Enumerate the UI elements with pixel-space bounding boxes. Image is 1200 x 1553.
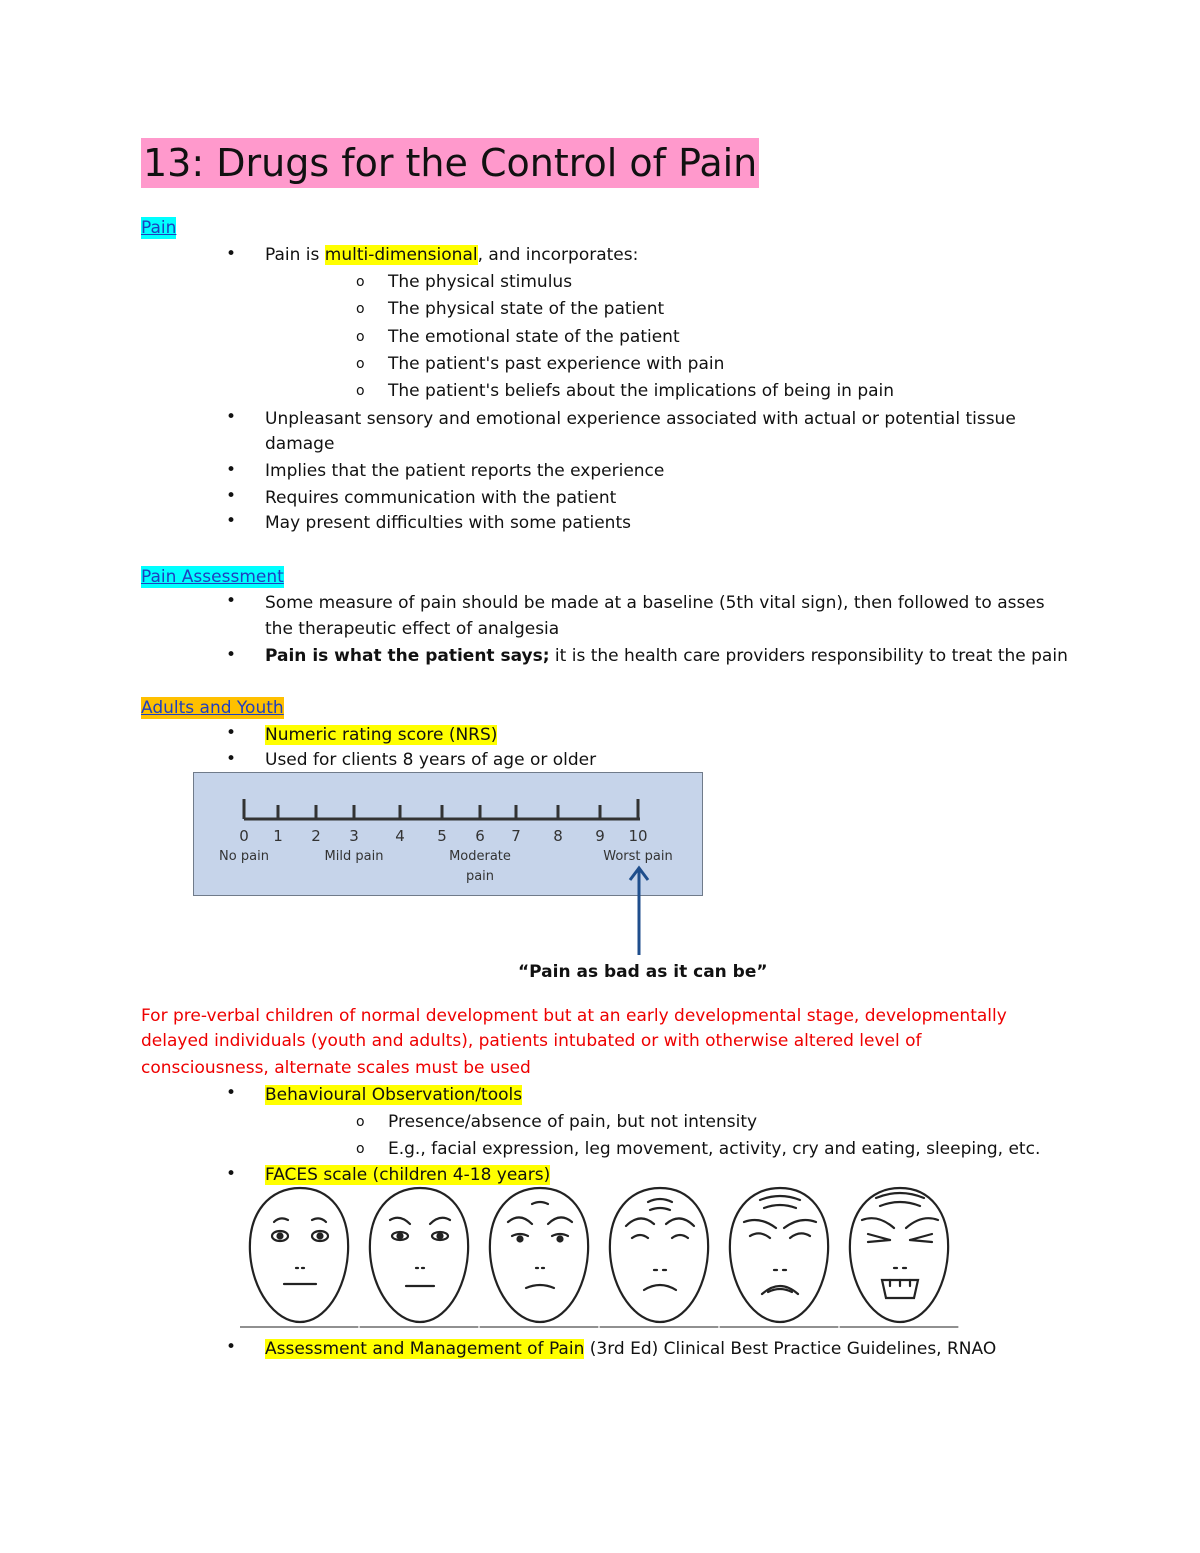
bullet-icon: • <box>226 645 237 665</box>
sub-bullet-icon: o <box>356 356 365 372</box>
section-heading-pain: Pain <box>141 218 177 238</box>
nrs-number: 5 <box>437 827 447 845</box>
bullet-icon: • <box>226 407 237 427</box>
face-2-icon <box>480 1188 598 1327</box>
pain-sub-5: The patient's beliefs about the implications of being in pain <box>388 381 895 401</box>
bullet-icon: • <box>226 1164 237 1184</box>
nrs-label-moderate-pain: pain <box>465 869 495 884</box>
nrs-number: 6 <box>475 827 485 845</box>
face-0-icon <box>240 1188 358 1327</box>
nrs-number: 4 <box>395 827 405 845</box>
nrs-number: 2 <box>311 827 321 845</box>
nrs-number: 7 <box>511 827 521 845</box>
children-bullet-1: Behavioural Observation/tools <box>265 1085 523 1105</box>
sub-bullet-icon: o <box>356 274 365 290</box>
bullet-icon: • <box>226 1337 237 1357</box>
sub-bullet-icon: o <box>356 329 365 345</box>
section-heading-pain-assessment: Pain Assessment <box>141 567 284 587</box>
children-bullet-2: FACES scale (children 4-18 years) <box>265 1165 551 1185</box>
bullet-icon: • <box>226 591 237 611</box>
pain-bullet-2-line1: Unpleasant sensory and emotional experience associated with actual or potential tissue <box>265 409 1016 429</box>
sub-bullet-icon: o <box>356 301 365 317</box>
pain-sub-3: The emotional state of the patient <box>388 327 680 347</box>
sub-bullet-icon: o <box>356 1141 365 1157</box>
face-1-icon <box>360 1188 478 1327</box>
pain-sub-4: The patient's past experience with pain <box>388 354 725 374</box>
nrs-number: 9 <box>595 827 605 845</box>
children-sub-2: E.g., facial expression, leg movement, activity, cry and eating, sleeping, etc. <box>388 1139 1041 1159</box>
bullet-icon: • <box>226 460 237 480</box>
pain-bullet-1: Pain is multi-dimensional, and incorporates: <box>265 245 639 265</box>
nrs-number: 3 <box>349 827 359 845</box>
face-4-icon <box>720 1188 838 1327</box>
alternate-scales-line1: For pre-verbal children of normal development but at an early developmental stage, developmentally <box>141 1006 1007 1026</box>
alternate-scales-line3: consciousness, alternate scales must be used <box>141 1058 531 1078</box>
bullet-icon: • <box>226 723 237 743</box>
worst-pain-quote: “Pain as bad as it can be” <box>518 962 768 982</box>
assessment-bullet-1-line2: the therapeutic effect of analgesia <box>265 619 560 639</box>
pain-bullet-5: May present difficulties with some patients <box>265 513 631 533</box>
alternate-scales-line2: delayed individuals (youth and adults), patients intubated or with otherwise altered level of <box>141 1031 922 1051</box>
bullet-icon: • <box>226 244 237 264</box>
face-5-icon <box>840 1188 958 1327</box>
arrow-up-icon <box>620 860 660 960</box>
assessment-bullet-2: Pain is what the patient says; it is the health care providers responsibility to treat the pain <box>265 646 1068 666</box>
faces-scale-figure <box>240 1182 960 1332</box>
bullet-icon: • <box>226 1083 237 1103</box>
bullet-icon: • <box>226 511 237 531</box>
pain-sub-1: The physical stimulus <box>388 272 573 292</box>
nrs-label-no-pain: No pain <box>219 849 269 864</box>
nrs-number: 8 <box>553 827 563 845</box>
sub-bullet-icon: o <box>356 1114 365 1130</box>
pain-bullet-4: Requires communication with the patient <box>265 488 617 508</box>
nrs-number: 0 <box>239 827 249 845</box>
section-heading-adults-youth: Adults and Youth <box>141 698 284 718</box>
sub-bullet-icon: o <box>356 383 365 399</box>
page-title: 13: Drugs for the Control of Pain <box>141 138 759 188</box>
adults-bullet-2: Used for clients 8 years of age or older <box>265 750 597 770</box>
pain-bullet-2-line2: damage <box>265 434 335 454</box>
pain-bullet-3: Implies that the patient reports the experience <box>265 461 665 481</box>
face-3-icon <box>600 1188 718 1327</box>
nrs-label-moderate: Moderate <box>449 849 511 864</box>
bullet-icon: • <box>226 749 237 769</box>
assessment-bullet-1-line1: Some measure of pain should be made at a baseline (5th vital sign), then followed to asses <box>265 593 1045 613</box>
children-bullet-3: Assessment and Management of Pain (3rd Ed) Clinical Best Practice Guidelines, RNAO <box>265 1339 997 1359</box>
children-sub-1: Presence/absence of pain, but not intensity <box>388 1112 758 1132</box>
pain-sub-2: The physical state of the patient <box>388 299 665 319</box>
nrs-label-mild-pain: Mild pain <box>324 849 384 864</box>
adults-bullet-1: Numeric rating score (NRS) <box>265 725 498 745</box>
bullet-icon: • <box>226 486 237 506</box>
nrs-number: 1 <box>273 827 283 845</box>
nrs-label-worst-pain: Worst pain <box>603 849 673 864</box>
nrs-number: 10 <box>628 827 648 845</box>
